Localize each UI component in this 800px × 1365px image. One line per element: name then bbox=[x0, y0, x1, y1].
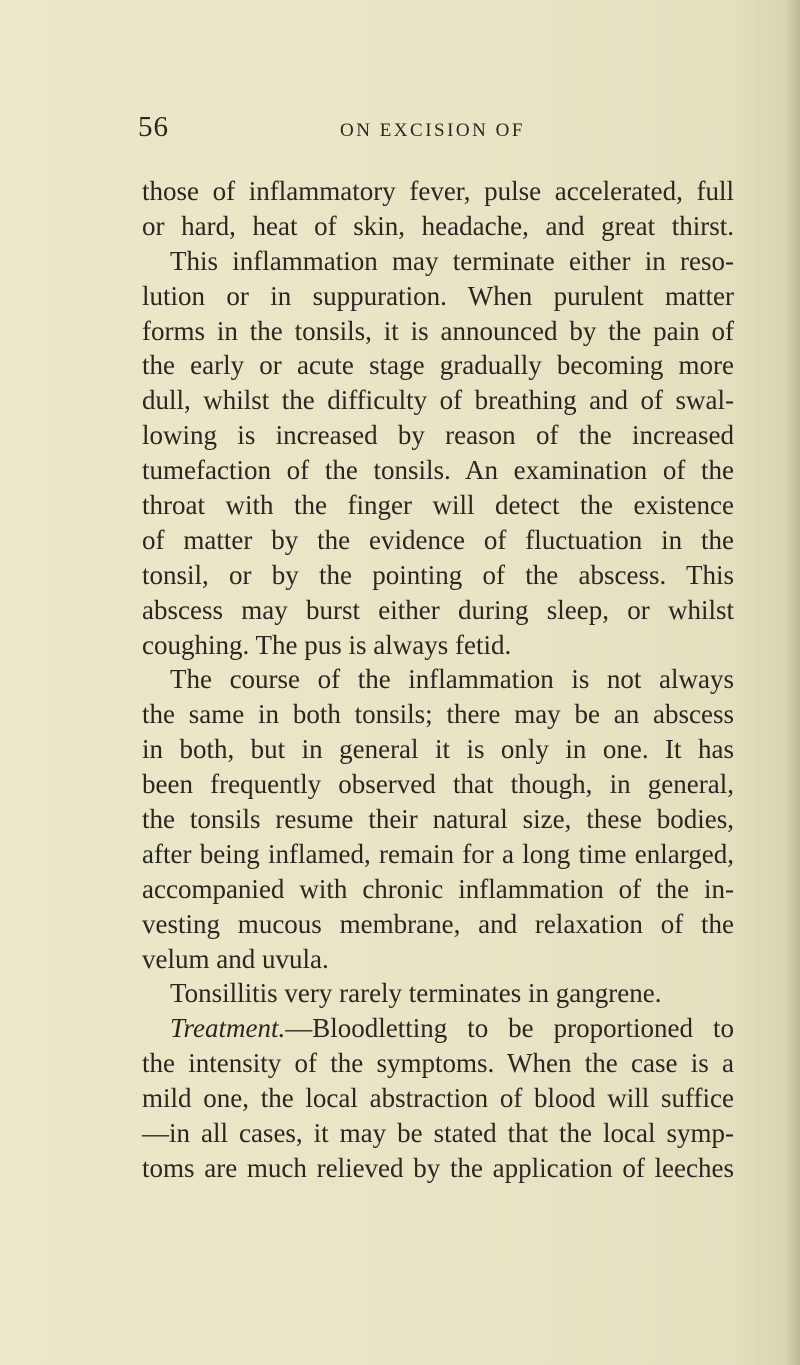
text-line: toms are much relieved by the application of leeches bbox=[142, 1152, 734, 1183]
text-line bbox=[142, 1011, 734, 1046]
text-line: or hard, heat of skin, headache, and great thirst. bbox=[142, 210, 734, 241]
text-line: lowing is increased by reason of the increased bbox=[142, 420, 734, 451]
text-line: of matter by the evidence of fluctuation in the bbox=[142, 524, 734, 555]
text-line: the same in both tonsils; there may be an abscess bbox=[142, 699, 734, 730]
page-edge-shadow bbox=[786, 0, 800, 1365]
text-line: The course of the inflammation is not always bbox=[170, 664, 734, 695]
text-line: Tonsillitis very rarely terminates in gangrene. bbox=[170, 978, 662, 1009]
text-line: the early or acute stage gradually becoming more bbox=[142, 350, 734, 381]
text-line: the tonsils resume their natural size, these bodies, bbox=[142, 804, 734, 835]
text-line: accompanied with chronic inflammation of the in- bbox=[142, 873, 734, 904]
body-text bbox=[142, 174, 734, 1186]
treatment-heading: Treatment. bbox=[170, 1013, 286, 1044]
text-line: tumefaction of the tonsils. An examination of the bbox=[142, 455, 734, 486]
text-line: throat with the finger will detect the existence bbox=[142, 490, 734, 521]
text-line: tonsil, or by the pointing of the abscess. This bbox=[142, 559, 734, 590]
text-line: in both, but in general it is only in one. It has bbox=[142, 734, 734, 765]
text-line: dull, whilst the difficulty of breathing and of swal- bbox=[142, 385, 734, 416]
text-line: forms in the tonsils, it is announced by the pain of bbox=[142, 315, 734, 346]
text-line: vesting mucous membrane, and relaxation of the bbox=[142, 908, 734, 939]
page-header bbox=[0, 110, 800, 150]
text-line: —in all cases, it may be stated that the local symp- bbox=[142, 1118, 734, 1149]
text-line: lution or in suppuration. When purulent matter bbox=[142, 280, 734, 311]
text-line: mild one, the local abstraction of blood will suffice bbox=[142, 1083, 734, 1114]
text-line: the intensity of the symptoms. When the case is a bbox=[142, 1048, 734, 1079]
page-number: 56 bbox=[138, 111, 169, 143]
running-head: ON EXCISION OF bbox=[340, 120, 525, 141]
text-line: been frequently observed that though, in general, bbox=[142, 769, 734, 800]
text-line: abscess may burst either during sleep, or whilst bbox=[142, 594, 734, 625]
text-line: This inflammation may terminate either in reso- bbox=[170, 245, 734, 276]
text-line: velum and uvula. bbox=[142, 943, 329, 974]
text-line: those of inflammatory fever, pulse accelerated, full bbox=[142, 176, 734, 206]
text-fragment: —Bloodletting to be proportioned to bbox=[285, 1013, 734, 1044]
text-line: coughing. The pus is always fetid. bbox=[142, 629, 512, 660]
text-line: after being inflamed, remain for a long time enlarged, bbox=[142, 838, 734, 869]
